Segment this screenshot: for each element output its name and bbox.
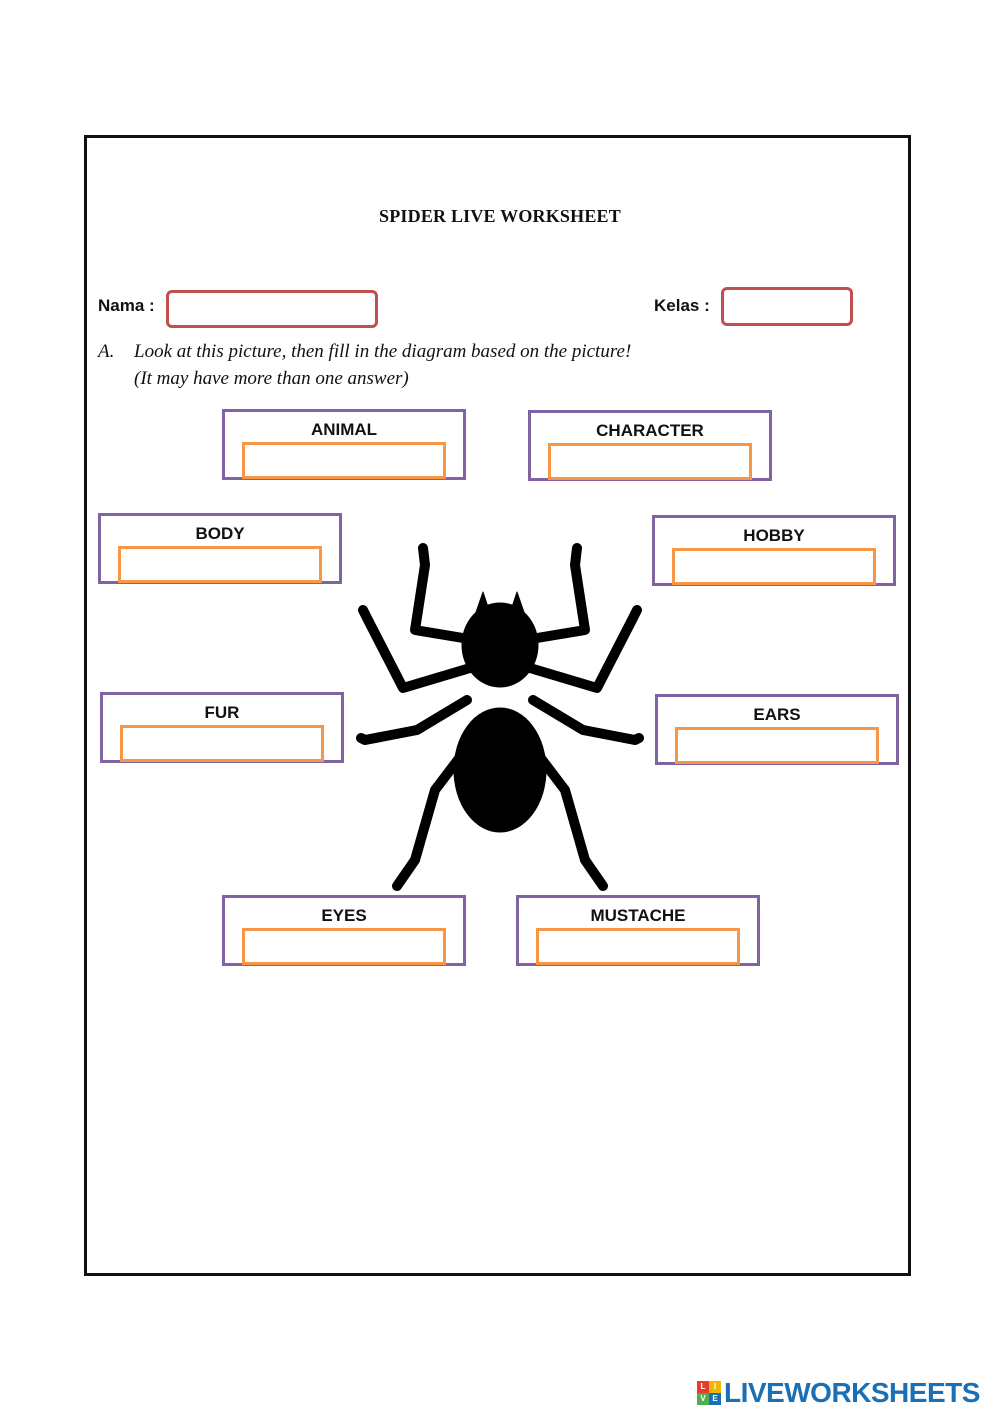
eyes-label: EYES bbox=[321, 906, 367, 925]
hobby-answer-input[interactable] bbox=[672, 548, 876, 585]
body-box bbox=[98, 513, 342, 584]
instruction-line-2: (It may have more than one answer) bbox=[134, 368, 409, 389]
name-input[interactable] bbox=[166, 290, 378, 328]
fur-box bbox=[100, 692, 344, 763]
mustache-answer-input[interactable] bbox=[536, 928, 740, 965]
instruction-number: A. bbox=[98, 341, 115, 362]
logo-mark-letter-e: E bbox=[709, 1393, 721, 1405]
name-label: Nama : bbox=[98, 296, 155, 315]
animal-answer-input[interactable] bbox=[242, 442, 446, 479]
character-box bbox=[528, 410, 772, 481]
character-label: CHARACTER bbox=[596, 421, 704, 440]
liveworksheets-logo-text: LIVEWORKSHEETS bbox=[724, 1377, 980, 1408]
body-answer-input[interactable] bbox=[118, 546, 322, 583]
ears-answer-input[interactable] bbox=[675, 727, 879, 764]
logo-mark-letter-i: I bbox=[709, 1381, 721, 1393]
fur-answer-input[interactable] bbox=[120, 725, 324, 762]
ears-label: EARS bbox=[753, 705, 801, 724]
eyes-answer-input[interactable] bbox=[242, 928, 446, 965]
animal-label: ANIMAL bbox=[310, 420, 378, 439]
spider-illustration bbox=[355, 540, 645, 892]
ears-box bbox=[655, 694, 899, 765]
body-label: BODY bbox=[195, 524, 245, 543]
animal-box bbox=[222, 409, 466, 480]
spider-cephalothorax bbox=[462, 603, 538, 687]
spider-abdomen bbox=[454, 708, 546, 832]
logo-mark-letter-v: V bbox=[697, 1393, 709, 1405]
hobby-label: HOBBY bbox=[743, 526, 805, 545]
worksheet-title: SPIDER LIVE WORKSHEET bbox=[379, 206, 621, 226]
instruction-line-1: Look at this picture, then fill in the diagram based on the picture! bbox=[134, 341, 632, 362]
instruction bbox=[98, 338, 631, 392]
logo-mark-letter-l: L bbox=[697, 1381, 709, 1393]
fur-label: FUR bbox=[204, 703, 240, 722]
class-label: Kelas : bbox=[654, 296, 710, 315]
mustache-box bbox=[516, 895, 760, 966]
liveworksheets-logo-icon bbox=[697, 1381, 721, 1405]
hobby-box bbox=[652, 515, 896, 586]
character-answer-input[interactable] bbox=[548, 443, 752, 480]
liveworksheets-logo bbox=[697, 1378, 980, 1408]
mustache-label: MUSTACHE bbox=[590, 906, 686, 925]
eyes-box bbox=[222, 895, 466, 966]
class-input[interactable] bbox=[721, 287, 853, 326]
